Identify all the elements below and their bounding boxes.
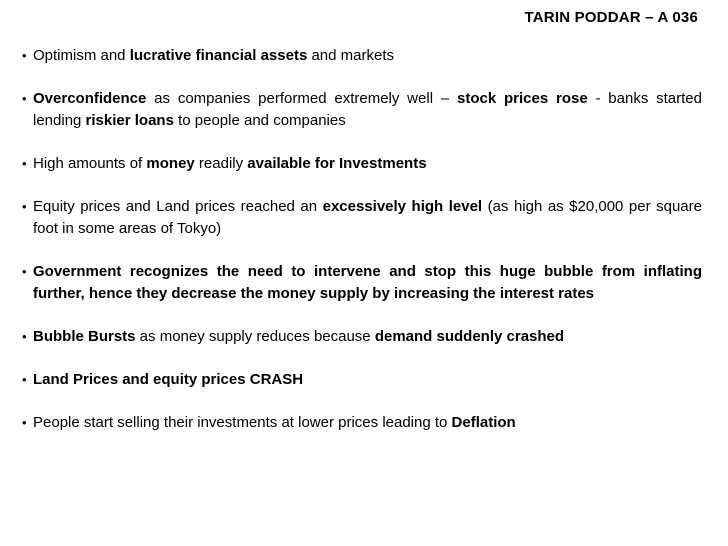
bullet-bold-text: available for Investments bbox=[247, 155, 427, 172]
bullet-item bbox=[22, 196, 702, 240]
bullet-bold-text: Deflation bbox=[451, 414, 516, 431]
bullet-item bbox=[22, 412, 702, 434]
bullet-marker: • bbox=[22, 199, 27, 214]
bullet-bold-text: lucrative financial assets bbox=[129, 47, 308, 64]
bullet-bold-text: Land Prices and equity prices CRASH bbox=[33, 371, 304, 388]
bullet-text: High amounts of bbox=[33, 155, 147, 172]
bullet-item bbox=[22, 369, 702, 391]
bullet-bold-text: Overconfidence bbox=[33, 90, 147, 107]
bullet-bold-text: Bubble Bursts bbox=[33, 328, 136, 345]
bullet-bold-text: excessively high level bbox=[322, 198, 483, 215]
bullet-text: People start selling their investments at lower prices leading to bbox=[33, 414, 452, 431]
bullet-bold-text: riskier loans bbox=[85, 112, 174, 129]
author-header: TARIN PODDAR – A 036 bbox=[524, 9, 698, 26]
bullet-marker: • bbox=[22, 91, 27, 106]
bullet-marker: • bbox=[22, 329, 27, 344]
bullet-marker: • bbox=[22, 415, 27, 430]
bullet-bold-text: demand suddenly crashed bbox=[374, 328, 565, 345]
bullet-item bbox=[22, 153, 702, 175]
bullet-text: to people and companies bbox=[173, 112, 346, 129]
bullet-item bbox=[22, 88, 702, 132]
bullet-marker: • bbox=[22, 48, 27, 63]
bullet-marker: • bbox=[22, 264, 27, 279]
bullet-marker: • bbox=[22, 372, 27, 387]
bullet-bold-text: stock prices rose bbox=[457, 90, 588, 107]
bullet-bold-text: Government recognizes the need to intervene and stop this huge bubble from inflating further, hence they decrease the money supply by increasing the interest rates bbox=[33, 263, 702, 302]
bullet-text: Optimism and bbox=[33, 47, 130, 64]
bullet-text: as companies performed extremely well – bbox=[146, 90, 457, 107]
bullet-bold-text: money bbox=[146, 155, 195, 172]
bullet-text: Equity prices and Land prices reached an bbox=[33, 198, 323, 215]
bullet-marker: • bbox=[22, 156, 27, 171]
bullet-item bbox=[22, 261, 702, 305]
bullet-text: readily bbox=[194, 155, 248, 172]
bullet-item bbox=[22, 45, 702, 67]
bullet-text: as money supply reduces because bbox=[135, 328, 375, 345]
bullet-text: - banks started lending bbox=[33, 90, 702, 129]
bullet-item bbox=[22, 326, 702, 348]
bullet-text: (as high as $20,000 per square foot in some areas of Tokyo) bbox=[33, 198, 702, 237]
bullet-text: and markets bbox=[307, 47, 395, 64]
bullet-list bbox=[22, 45, 702, 455]
